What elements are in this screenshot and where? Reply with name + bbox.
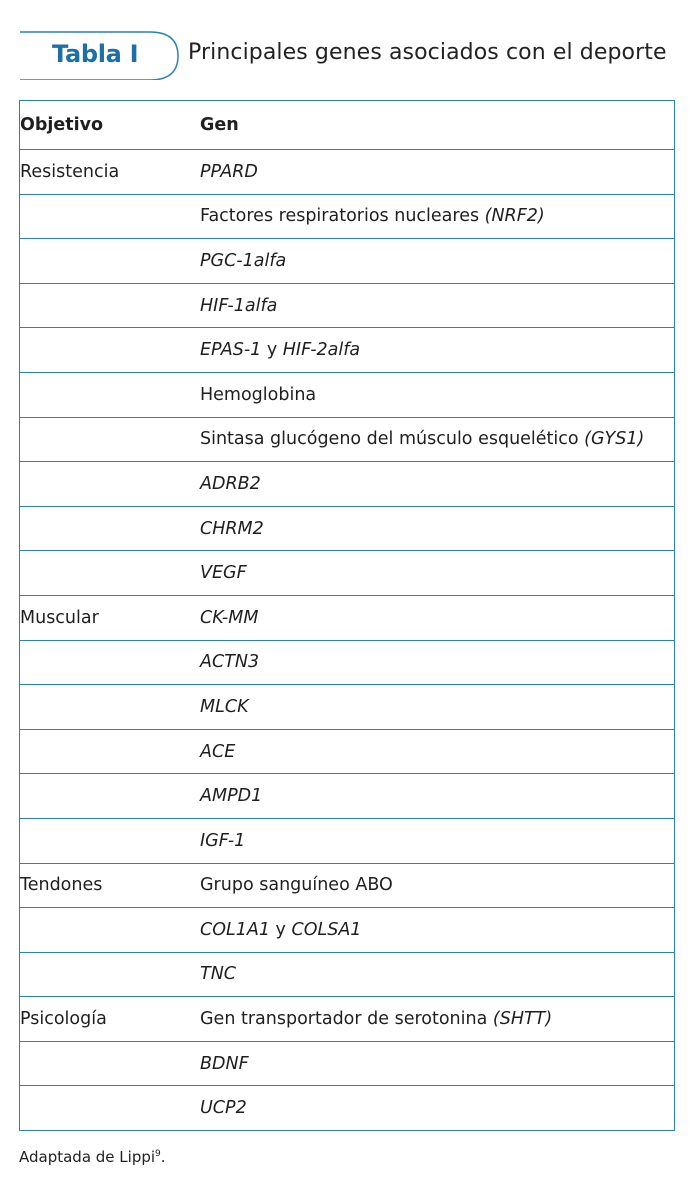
footnote-text: Adaptada de Lippi [19,1148,156,1166]
gen-text-segment: EPAS-1 [200,340,262,361]
table-row [20,640,675,685]
cell-gen [200,462,675,507]
cell-gen [200,551,675,596]
table-row [20,952,675,997]
cell-objetivo [20,462,201,507]
cell-gen [200,417,675,462]
cell-objetivo [20,506,201,551]
gen-text-segment: UCP2 [200,1098,247,1119]
cell-objetivo [20,818,201,863]
footnote-reference: 9 [155,1149,161,1159]
cell-gen [200,239,675,284]
cell-objetivo [20,417,201,462]
cell-objetivo: Muscular [20,595,201,640]
table-row [20,595,675,640]
table-row [20,150,675,195]
table-row [20,194,675,239]
cell-gen [200,150,675,195]
cell-objetivo [20,640,201,685]
gen-text-segment: Gen transportador de serotonina [200,1009,493,1030]
gen-text-segment: PPARD [200,161,258,182]
table-row [20,685,675,730]
genes-table [19,100,675,1131]
cell-gen [200,194,675,239]
gen-text-segment: Hemoglobina [200,384,317,405]
gen-text-segment: MLCK [200,696,249,717]
table-row [20,774,675,819]
table-row [20,908,675,953]
table-header [0,0,700,80]
footnote [19,1148,166,1166]
gen-text-segment: Sintasa glucógeno del músculo esquelético [200,429,585,450]
cell-gen [200,997,675,1042]
gen-text-segment: ACTN3 [200,652,260,673]
column-header-objetivo: Objetivo [20,101,201,150]
gen-text-segment: CK-MM [200,607,259,628]
cell-objetivo [20,372,201,417]
table-row [20,1041,675,1086]
cell-objetivo [20,283,201,328]
table-row [20,283,675,328]
cell-objetivo [20,194,201,239]
gen-text-segment: y [269,919,292,940]
gen-text-segment: (NRF2) [484,206,545,227]
gen-text-segment: ACE [200,741,236,762]
table-row [20,729,675,774]
cell-objetivo [20,774,201,819]
gen-text-segment: PGC-1alfa [200,250,287,271]
cell-gen [200,908,675,953]
gen-text-segment: y [261,340,283,361]
cell-gen [200,1086,675,1131]
cell-objetivo [20,908,201,953]
column-header-gen: Gen [200,101,675,150]
table-row [20,417,675,462]
footnote-end: . [160,1148,166,1166]
gen-text-segment: COL1A1 [200,919,270,940]
gen-text-segment: Factores respiratorios nucleares [200,206,485,227]
table-header-row [20,101,675,150]
gen-text-segment: TNC [200,964,236,985]
gen-text-segment: (SHTT) [492,1009,553,1030]
gen-text-segment: Grupo sanguíneo ABO [200,875,393,896]
cell-objetivo [20,1086,201,1131]
cell-objetivo [20,328,201,373]
cell-objetivo: Resistencia [20,150,201,195]
cell-gen [200,640,675,685]
gen-text-segment: HIF-2alfa [282,340,361,361]
table-row [20,818,675,863]
cell-gen [200,818,675,863]
cell-gen [200,595,675,640]
table-row [20,239,675,284]
gen-text-segment: HIF-1alfa [200,295,278,316]
table-label: Tabla I [52,40,139,68]
cell-objetivo [20,1041,201,1086]
cell-gen [200,952,675,997]
table-row [20,462,675,507]
cell-objetivo: Tendones [20,863,201,908]
cell-objetivo [20,685,201,730]
table-body [20,150,675,1131]
gen-text-segment: AMPD1 [200,786,263,807]
cell-gen [200,774,675,819]
gen-text-segment: ADRB2 [200,473,261,494]
cell-gen [200,685,675,730]
table-row [20,863,675,908]
cell-objetivo [20,729,201,774]
gen-text-segment: BDNF [200,1053,249,1074]
table-title: Principales genes asociados con el deporte [188,40,667,65]
cell-gen [200,863,675,908]
cell-gen [200,729,675,774]
cell-objetivo [20,239,201,284]
table-row [20,372,675,417]
cell-objetivo [20,952,201,997]
table-row [20,328,675,373]
gen-text-segment: COLSA1 [291,919,362,940]
table-row [20,506,675,551]
cell-gen [200,283,675,328]
gen-text-segment: VEGF [200,563,247,584]
cell-objetivo: Psicología [20,997,201,1042]
gen-text-segment: CHRM2 [200,518,264,539]
cell-gen [200,328,675,373]
table-row [20,1086,675,1131]
cell-objetivo [20,551,201,596]
cell-gen [200,506,675,551]
table-row [20,997,675,1042]
table-row [20,551,675,596]
cell-gen [200,372,675,417]
gen-text-segment: (GYS1) [584,429,645,450]
gen-text-segment: IGF-1 [200,830,246,851]
cell-gen [200,1041,675,1086]
